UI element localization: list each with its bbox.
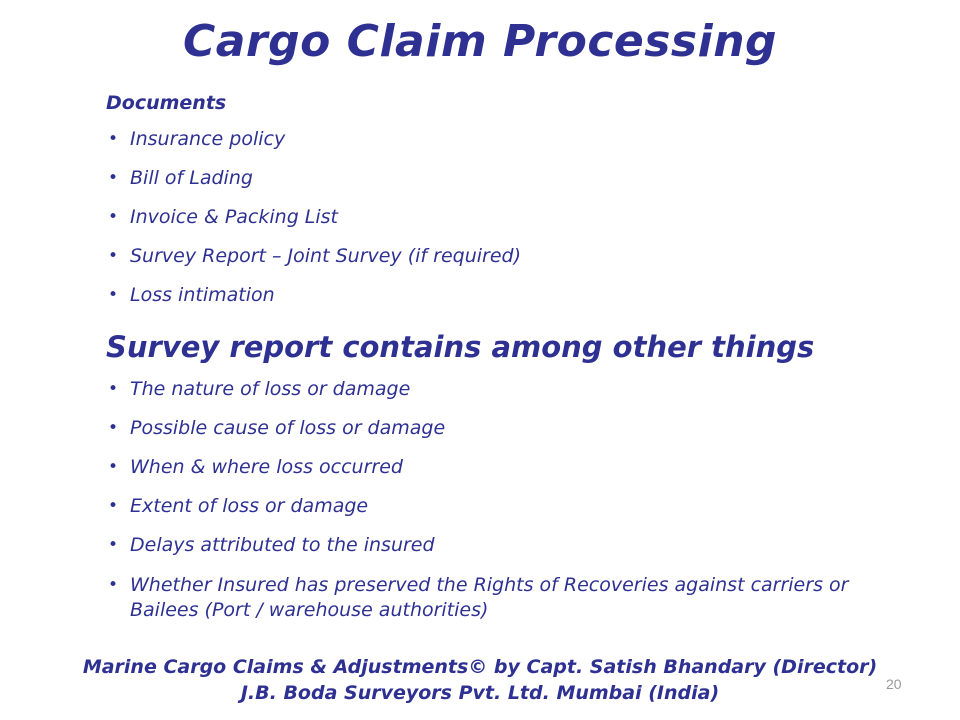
list-item-text: Invoice & Packing List [130,206,339,228]
bullet-icon: • [108,418,119,438]
list-item [106,495,886,517]
list-item [106,128,886,150]
list-item-text: When & where loss occurred [130,456,403,478]
list-item [106,284,886,306]
documents-list [106,128,886,323]
survey-list [106,378,886,640]
list-item-text: The nature of loss or damage [130,378,411,400]
footer-line-2: J.B. Boda Surveyors Pvt. Ltd. Mumbai (India) [240,682,720,704]
bullet-icon: • [108,457,119,477]
footer-credit [0,654,960,706]
bullet-icon: • [108,168,119,188]
list-item [106,378,886,400]
list-item [106,417,886,439]
bullet-icon: • [108,285,119,305]
list-item [106,206,886,228]
bullet-icon: • [108,575,119,595]
bullet-icon: • [108,379,119,399]
list-item [106,573,886,623]
list-item-text: Bill of Lading [130,167,253,189]
bullet-icon: • [108,535,119,555]
list-item-text: Possible cause of loss or damage [130,417,446,439]
documents-heading: Documents [106,92,227,114]
list-item-text: Delays attributed to the insured [130,534,435,556]
bullet-icon: • [108,207,119,227]
list-item-text: Insurance policy [130,128,286,150]
page-number: 20 [886,676,902,692]
footer-line-1: Marine Cargo Claims & Adjustments© by Capt. Satish Bhandary (Director) [82,656,878,678]
list-item [106,534,886,556]
list-item [106,456,886,478]
page-title: Cargo Claim Processing [182,16,778,67]
list-item-text: Loss intimation [130,284,275,306]
list-item [106,167,886,189]
list-item-text: Extent of loss or damage [130,495,369,517]
bullet-icon: • [108,129,119,149]
list-item-text: Survey Report – Joint Survey (if required) [130,245,521,267]
bullet-icon: • [108,496,119,516]
list-item [106,245,886,267]
list-item-text: Whether Insured has preserved the Rights of Recoveries against carriers or Bailees (Port / warehouse authorities) [130,574,849,621]
bullet-icon: • [108,246,119,266]
survey-heading: Survey report contains among other things [106,330,815,364]
